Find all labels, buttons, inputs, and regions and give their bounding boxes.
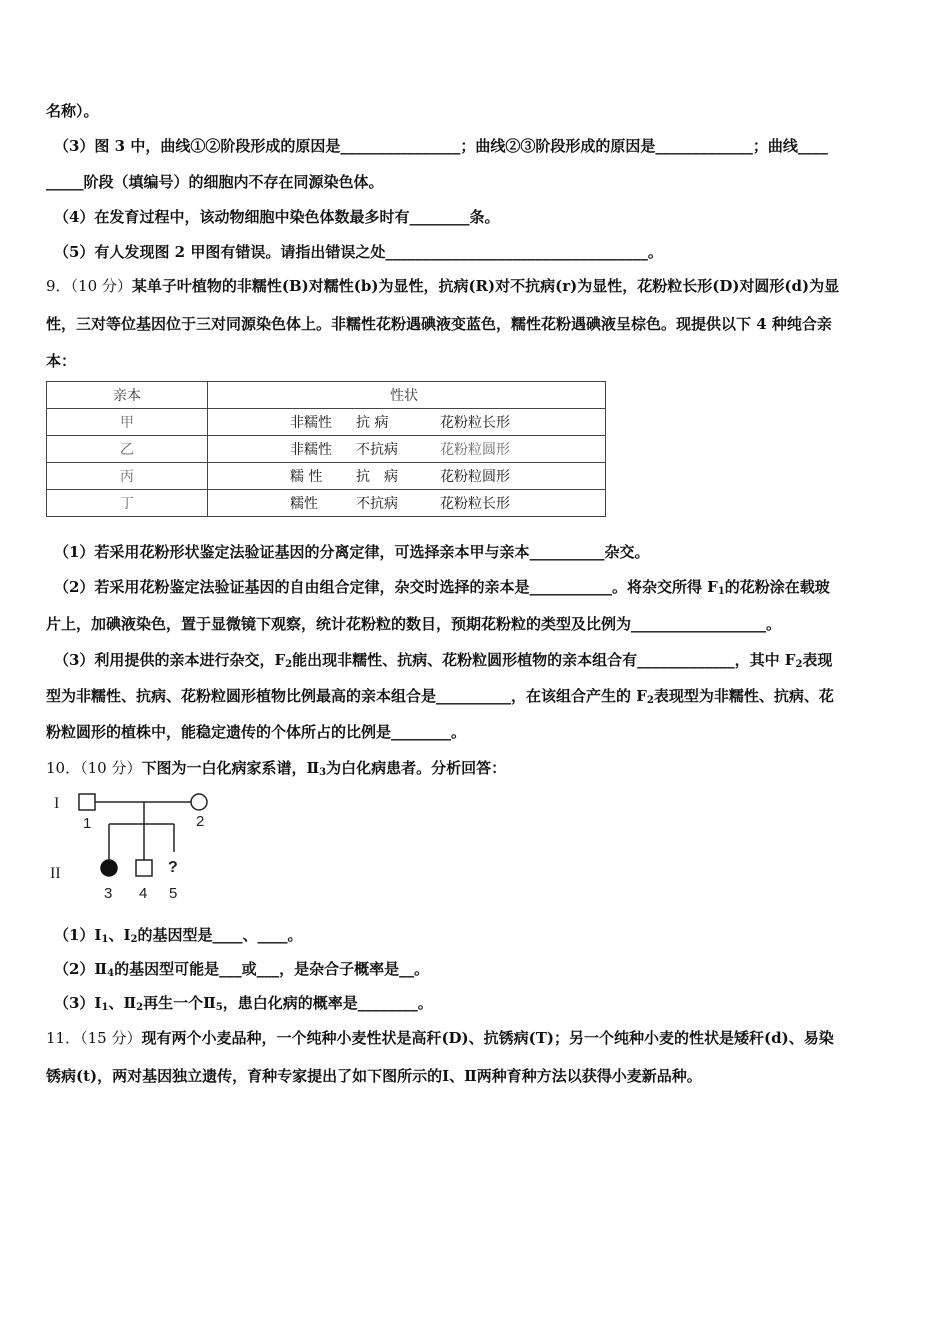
q9-text-1: 某单子叶植物的非糯性(B)对糯性(b)为显性，抗病(R)对不抗病(r)为显性，花粉粒长形(D)对圆形(d)为显 xyxy=(131,277,840,295)
cell-parent: 丙 xyxy=(47,463,208,490)
table-row xyxy=(47,409,606,436)
table-row xyxy=(47,490,606,517)
affected-female-II3 xyxy=(101,860,117,876)
cell-parent: 乙 xyxy=(47,436,208,463)
q10-sub1-a: （1）Ⅰ xyxy=(54,926,102,944)
q9-sub2-text-b: 的花粉涂在载玻 xyxy=(724,578,830,596)
trait-waxy: 非糯性 xyxy=(290,415,332,431)
q10-sub1-b: 、Ⅰ xyxy=(108,926,131,944)
trait-waxy: 糯性 xyxy=(290,496,318,512)
q11-text-1: 现有两个小麦品种，一个纯种小麦性状是高秆(D)、抗锈病(T)；另一个纯种小麦的性状是矮秆(d)、易染 xyxy=(141,1029,834,1047)
trait-disease: 不抗病 xyxy=(356,442,398,458)
subscript: 2 xyxy=(285,659,293,670)
q9-sub3-text-d: 型为非糯性、抗病、花粉粒圆形植物比例最高的亲本组合是__________，在该组合产生的 F xyxy=(46,687,647,705)
trait-disease: 抗 病 xyxy=(356,469,398,485)
q10-text-b: 为白化病患者。分析回答： xyxy=(326,759,507,777)
q9-sub3-text-c: 表现 xyxy=(802,651,833,669)
trait-disease: 不抗病 xyxy=(356,496,398,512)
individual-number-2: 2 xyxy=(196,813,205,830)
table-row xyxy=(47,436,606,463)
generation-2-label: II xyxy=(50,865,61,882)
q11-number: 11．（15 分） xyxy=(46,1029,142,1047)
q8-sub3-line-a: （3）图 3 中，曲线①②阶段形成的原因是________________；曲线②③阶段形成的原因是_____________；曲线____ xyxy=(54,137,828,155)
subscript: 1 xyxy=(101,1002,109,1013)
q9-sub3-text-e: 表现型为非糯性、抗病、花 xyxy=(653,687,834,705)
cell-traits xyxy=(208,436,606,463)
q10-sub3-b: 、Ⅱ xyxy=(108,994,137,1012)
unknown-II5: ? xyxy=(168,859,178,876)
q9-sub2-line-a xyxy=(54,577,916,597)
individual-number-1: 1 xyxy=(83,815,92,832)
q11-line-2: 锈病(t)，两对基因独立遗传，育种专家提出了如下图所示的Ⅰ、Ⅱ两种育种方法以获得小麦新品种。 xyxy=(46,1067,702,1085)
cell-traits xyxy=(208,490,606,517)
individual-number-4: 4 xyxy=(139,885,148,902)
trait-pollen: 花粉粒长形 xyxy=(440,415,510,431)
q10-text-a: 下图为一白化病家系谱，Ⅱ xyxy=(141,759,320,777)
subscript: 4 xyxy=(107,968,115,979)
q9-sub3-line-a xyxy=(54,650,916,670)
parent-table xyxy=(46,381,606,517)
subscript: 2 xyxy=(646,695,654,706)
male-symbol-I1 xyxy=(79,794,95,810)
subscript: 2 xyxy=(130,934,138,945)
subscript: 1 xyxy=(717,586,725,597)
trait-waxy: 糯 性 xyxy=(290,469,323,485)
cell-parent: 丁 xyxy=(47,490,208,517)
generation-1-label: I xyxy=(54,795,60,812)
subscript: 2 xyxy=(795,659,803,670)
q10-sub3 xyxy=(54,993,916,1013)
q10-sub1-c: 的基因型是____、____。 xyxy=(137,926,303,944)
q9-sub3-line-c: 粉粒圆形的植株中，能稳定遗传的个体所占的比例是________。 xyxy=(46,723,467,741)
q9-sub3-line-b xyxy=(46,686,908,706)
q8-sub5: （5）有人发现图 2 甲图有错误。请指出错误之处___________________________________。 xyxy=(54,243,663,261)
female-symbol-I2 xyxy=(191,794,207,810)
q10-line-1 xyxy=(46,758,908,778)
pedigree-chart xyxy=(46,786,226,904)
q9-line-1 xyxy=(46,276,908,296)
q9-line-2: 性，三对等位基因位于三对同源染色体上。非糯性花粉遇碘液变蓝色，糯性花粉遇碘液呈棕色。现提供以下 4 种纯合亲 xyxy=(46,315,832,333)
q10-sub2 xyxy=(54,959,916,979)
table-row xyxy=(47,463,606,490)
q9-line-3: 本： xyxy=(46,352,77,370)
cell-parent: 甲 xyxy=(47,409,208,436)
subscript: 2 xyxy=(136,1002,144,1013)
q9-number: 9．（10 分） xyxy=(46,277,132,295)
q11-line-1 xyxy=(46,1028,908,1048)
q8-sub3-line-b: _____阶段（填编号）的细胞内不存在同源染色体。 xyxy=(46,173,384,191)
header-trait: 性状 xyxy=(208,382,606,409)
q10-sub3-d: ，患白化病的概率是________。 xyxy=(222,994,433,1012)
q10-sub3-a: （3）Ⅰ xyxy=(54,994,102,1012)
q9-sub3-text-b: 能出现非糯性、抗病、花粉粒圆形植物的亲本组合有_____________，其中 F xyxy=(292,651,796,669)
header-parent: 亲本 xyxy=(47,382,208,409)
q10-number: 10．（10 分） xyxy=(46,759,142,777)
individual-number-5: 5 xyxy=(169,885,178,902)
q9-sub1: （1）若采用花粉形状鉴定法验证基因的分离定律，可选择亲本甲与亲本__________杂交。 xyxy=(54,543,650,561)
q10-sub2-b: 的基因型可能是___或___，是杂合子概率是__。 xyxy=(114,960,430,978)
male-symbol-II4 xyxy=(136,860,152,876)
q10-sub2-a: （2）Ⅱ xyxy=(54,960,108,978)
trait-pollen: 花粉粒圆形 xyxy=(440,469,510,485)
subscript: 5 xyxy=(215,1002,223,1013)
trait-pollen: 花粉粒长形 xyxy=(440,496,510,512)
q10-sub3-c: 再生一个Ⅱ xyxy=(143,994,216,1012)
individual-number-3: 3 xyxy=(104,885,113,902)
q8-sub4: （4）在发育过程中，该动物细胞中染色体数最多时有________条。 xyxy=(54,208,500,226)
q9-sub3-text-a: （3）利用提供的亲本进行杂交，F xyxy=(54,651,286,669)
trait-waxy: 非糯性 xyxy=(290,442,332,458)
table-header-row xyxy=(47,382,606,409)
trait-pollen: 花粉粒圆形 xyxy=(440,442,510,458)
cell-traits xyxy=(208,409,606,436)
cell-traits xyxy=(208,463,606,490)
q8-line-0: 名称）。 xyxy=(46,102,99,120)
trait-disease: 抗 病 xyxy=(356,415,389,431)
subscript: 1 xyxy=(101,934,109,945)
subscript: 3 xyxy=(319,767,327,778)
q9-sub2-line-b: 片上，加碘液染色，置于显微镜下观察，统计花粉粒的数目，预期花粉粒的类型及比例为__________________。 xyxy=(46,615,782,633)
q10-sub1 xyxy=(54,925,916,945)
q9-sub2-text-a: （2）若采用花粉鉴定法验证基因的自由组合定律，杂交时选择的亲本是___________。将杂交所得 F xyxy=(54,578,718,596)
